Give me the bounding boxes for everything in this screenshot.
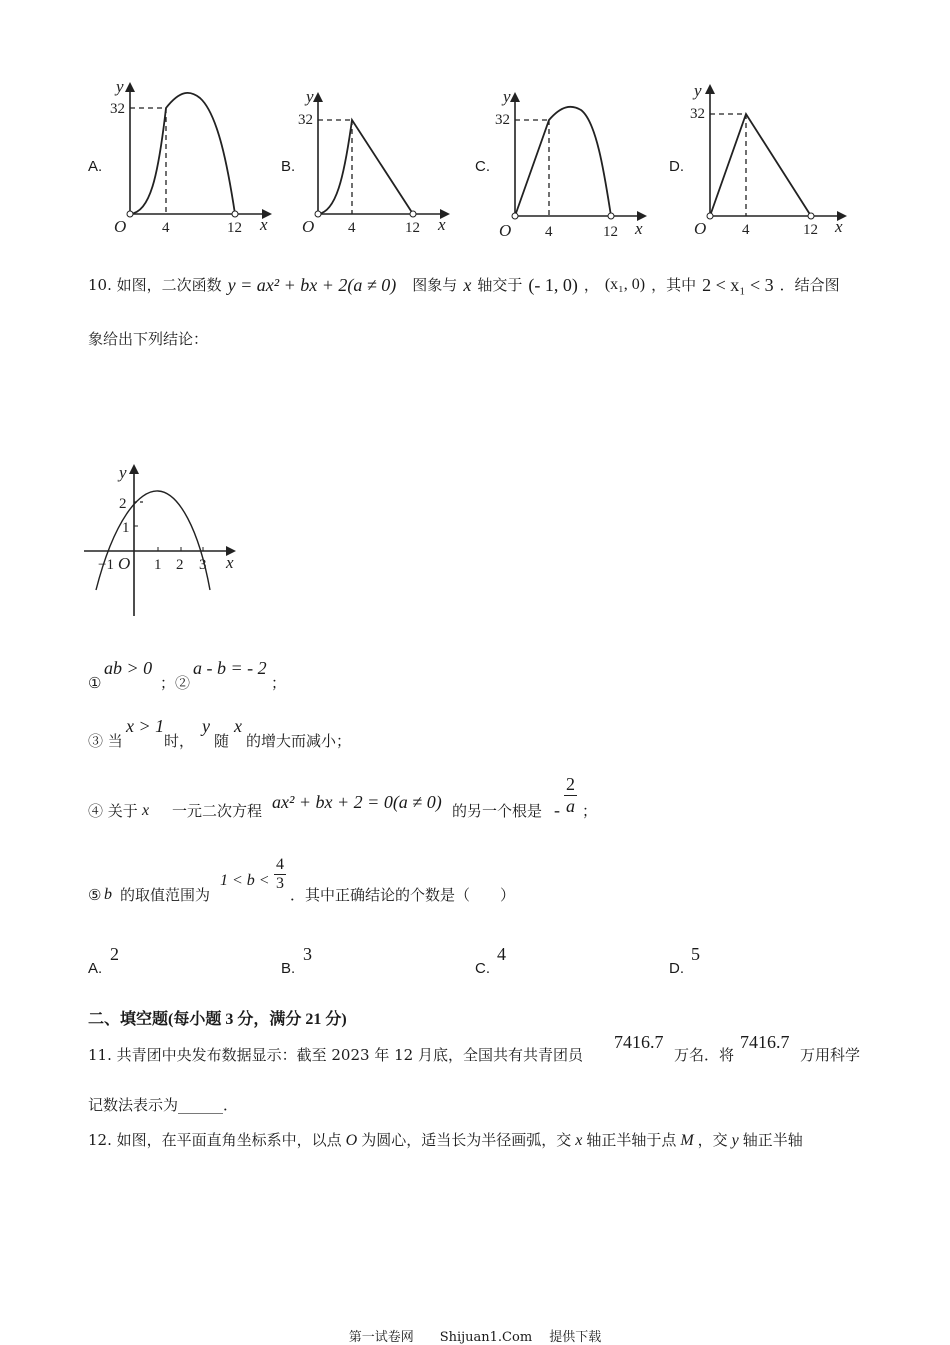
fraction-numerator: 4: [276, 856, 284, 873]
y-axis-label: y: [116, 78, 124, 96]
y-axis-label: y: [119, 463, 127, 482]
q10-comma: ，: [583, 275, 599, 294]
q10-point1: (- 1, 0): [528, 274, 578, 295]
conclusion-3-expr: x > 1: [126, 716, 165, 736]
x-tick-1: 1: [154, 557, 162, 573]
conclusion-4-minus: -: [554, 800, 560, 820]
q10-parabola-graph: [84, 460, 244, 620]
y-axis-label: y: [503, 88, 511, 106]
q12-text: 轴正半轴于点: [586, 1131, 677, 1149]
conclusion-5-text: 的取值范围为: [120, 886, 211, 904]
origin-label: O: [302, 217, 315, 236]
conclusion-4-text: 一元二次方程: [172, 802, 263, 820]
option-d-label: D.: [669, 158, 684, 175]
x-tick-12: 12: [803, 222, 818, 238]
section-title: 二、填空题(每小题 3 分，满分 21 分): [88, 1011, 347, 1028]
q10-options: [88, 940, 888, 980]
conclusion-5-b: b: [104, 886, 112, 903]
q12-line1: [88, 1132, 803, 1154]
conclusion-3-y: y: [202, 716, 210, 736]
conclusion-4-text: 的另一个根是: [452, 802, 543, 820]
q10-point2: (x₁, 0): [604, 276, 646, 293]
fraction-denominator: 3: [276, 875, 284, 892]
x-axis-label: x: [226, 553, 234, 572]
y-tick-32: 32: [298, 112, 313, 128]
x-tick-2: 2: [176, 557, 184, 573]
q10-intro: 10. 如图，二次函数: [88, 275, 222, 294]
conclusion-4-prefix: ④ 关于: [88, 802, 138, 820]
x-axis-label: x: [438, 215, 446, 234]
conclusion-sep: ；②: [160, 674, 191, 692]
y-axis-label: y: [306, 88, 314, 106]
q10-text: 轴交于: [477, 275, 523, 294]
option-a-label: A.: [88, 960, 103, 977]
q10-range: 2 < x₁ < 3: [702, 274, 774, 295]
fraction-numerator: 2: [566, 774, 575, 794]
q12-text: 12. 如图，在平面直角坐标系中，以点: [88, 1131, 342, 1149]
option-b-label: B.: [281, 158, 296, 175]
x-tick-4: 4: [545, 224, 553, 240]
x-tick-4: 4: [742, 222, 750, 238]
conclusion-4-x: x: [142, 802, 150, 819]
q10-line1: [88, 270, 840, 300]
q11-line1: [88, 1030, 878, 1070]
x-axis-label: x: [635, 219, 643, 238]
conclusion-5-prefix: ⑤: [88, 886, 102, 904]
x-tick-12: 12: [405, 220, 420, 236]
q10-function: y = ax² + bx + 2(a ≠ 0): [227, 274, 397, 295]
option-d-graph: [690, 80, 855, 238]
option-d-value: 5: [691, 944, 700, 964]
q12-text: 为圆心，适当长为半径画弧，交: [361, 1131, 572, 1149]
conclusion-2-expr: a - b = - 2: [193, 658, 267, 678]
y-tick-2: 2: [119, 496, 127, 512]
q11-number: 7416.7: [740, 1032, 790, 1052]
x-tick-4: 4: [162, 220, 170, 236]
origin-label: O: [114, 217, 127, 236]
conclusion-3-prefix: ③ 当: [88, 732, 123, 750]
q11-text: 万名．将: [674, 1046, 735, 1064]
conclusion-3-text: 时，: [164, 732, 195, 750]
option-b-label: B.: [281, 960, 296, 977]
x-tick-12: 12: [227, 220, 242, 236]
q10-line2: 象给出下列结论：: [88, 330, 209, 348]
option-a-value: 2: [110, 944, 119, 964]
conclusion-4-fraction: [564, 774, 577, 817]
q10-x-var: x: [463, 274, 472, 295]
conclusion-3-x: x: [234, 716, 242, 736]
origin-label: O: [499, 221, 512, 240]
q11-number: 7416.7: [614, 1032, 664, 1052]
q12-text: 轴正半轴: [742, 1131, 803, 1149]
option-b-graph: [298, 88, 458, 238]
q12-point-o: O: [345, 1132, 358, 1149]
conclusion-5-fraction: [274, 856, 286, 893]
fraction-denominator: a: [566, 796, 575, 816]
x-tick-4: 4: [348, 220, 356, 236]
option-c-graph: [495, 88, 655, 240]
x-axis-label: x: [260, 215, 268, 234]
conclusion-3-text: 的增大而减小；: [246, 732, 352, 750]
q12-y: y: [731, 1132, 739, 1149]
y-tick-1: 1: [122, 520, 130, 536]
q11-text: 万用科学: [800, 1046, 861, 1064]
q12-text: ，交: [697, 1131, 728, 1149]
conclusion-5-text: ．其中正确结论的个数是（ ）: [290, 886, 516, 904]
q11-text: 11. 共青团中央发布数据显示：截至 2023 年 12 月底，全国共有共青团员: [88, 1046, 583, 1064]
q11-line2: 记数法表示为______．: [88, 1096, 239, 1114]
origin-label: O: [694, 219, 707, 238]
x-tick-minus1: −1: [98, 557, 114, 573]
origin-label: O: [118, 554, 131, 573]
q10-text: ，其中: [651, 275, 697, 294]
y-tick-32: 32: [110, 101, 125, 117]
option-b-value: 3: [303, 944, 312, 964]
option-d-label: D.: [669, 960, 684, 977]
q10-text: ．结合图: [779, 275, 840, 294]
conclusion-4-end: ；: [582, 802, 598, 820]
y-tick-32: 32: [690, 106, 705, 122]
conclusion-3-text: 随: [214, 732, 230, 750]
conclusion-mark: ①: [88, 674, 102, 692]
x-tick-12: 12: [603, 224, 618, 240]
q12-point-m: M: [680, 1132, 694, 1149]
conclusion-4-equation: ax² + bx + 2 = 0(a ≠ 0): [272, 792, 442, 812]
option-c-label: C.: [475, 960, 490, 977]
y-axis-label: y: [694, 81, 702, 100]
q10-text: 图象与: [412, 275, 458, 294]
page-footer: 第一试卷网 Shijuan1.Com 提供下载: [348, 1330, 602, 1345]
y-tick-32: 32: [495, 112, 510, 128]
x-tick-3: 3: [199, 557, 207, 573]
option-c-value: 4: [497, 944, 506, 964]
q12-x: x: [575, 1132, 583, 1149]
option-a-label: A.: [88, 158, 103, 175]
conclusion-5-expr: 1 < b <: [220, 872, 270, 889]
conclusion-end: ；: [271, 674, 287, 692]
option-c-label: C.: [475, 158, 490, 175]
conclusion-1-expr: ab > 0: [104, 658, 153, 678]
x-axis-label: x: [835, 217, 843, 236]
option-a-graph: [110, 78, 280, 238]
